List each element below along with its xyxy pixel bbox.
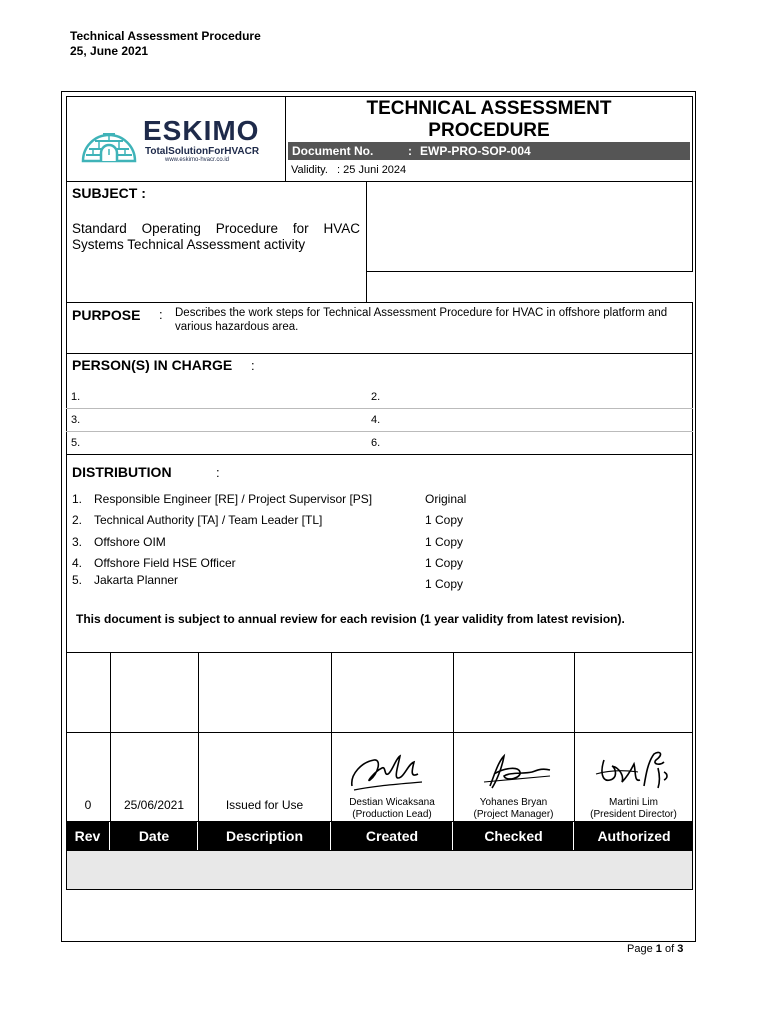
- rev-value: 0: [84, 798, 92, 812]
- persons-cell: [66, 353, 693, 455]
- title-cell: [285, 96, 693, 182]
- created-name: Destian Wicaksana: [349, 797, 435, 808]
- created-signature: [348, 752, 426, 794]
- distribution-item-number: 4.: [72, 556, 83, 570]
- persons-divider: [66, 408, 693, 409]
- description-value: Issued for Use: [225, 798, 304, 812]
- column-divider: [198, 652, 199, 850]
- header-rev: Rev: [66, 822, 109, 850]
- page-prefix: Page: [627, 943, 653, 955]
- doc-number-sep: :: [408, 144, 412, 158]
- distribution-item-copy: 1 Copy: [425, 577, 464, 591]
- persons-sep: :: [251, 358, 255, 373]
- distribution-item-name: Offshore Field HSE Officer: [94, 556, 236, 570]
- subject-right-cell: [366, 181, 693, 272]
- header-created: Created: [332, 822, 452, 850]
- distribution-item-number: 1.: [72, 492, 83, 506]
- distribution-item-number: 5.: [72, 573, 83, 587]
- distribution-item-name: Jakarta Planner: [94, 573, 179, 587]
- distribution-item-name: Technical Authority [TA] / Team Leader [TL]: [94, 513, 323, 527]
- person-5: 5.: [71, 437, 81, 449]
- distribution-label: DISTRIBUTION: [72, 464, 172, 480]
- grey-row: [66, 850, 693, 890]
- person-2: 2.: [371, 391, 381, 403]
- doc-title-line2: PROCEDURE: [428, 120, 550, 141]
- distribution-item-copy: 1 Copy: [425, 513, 464, 527]
- page-total: 3: [677, 943, 684, 955]
- review-note: This document is subject to annual review for each revision (1 year validity from latest revision).: [76, 612, 625, 626]
- person-6: 6.: [371, 437, 381, 449]
- doc-number-bar: [288, 142, 690, 160]
- header-checked: Checked: [454, 822, 573, 850]
- distribution-item-copy: 1 Copy: [425, 556, 464, 570]
- distribution-item-copy: Original: [425, 492, 467, 506]
- distribution-item-name: Responsible Engineer [RE] / Project Supervisor [PS]: [94, 492, 373, 506]
- authorized-name: Martini Lim: [609, 797, 658, 808]
- revision-blank-row: [66, 652, 693, 733]
- distribution-item-name: Offshore OIM: [94, 535, 166, 549]
- subject-text: Standard Operating Procedure for HVAC Systems Technical Assessment activity: [72, 221, 360, 252]
- distribution-item-number: 3.: [72, 535, 83, 549]
- created-role: (Production Lead): [352, 809, 432, 820]
- page-current: 1: [655, 943, 662, 955]
- checked-role: (Project Manager): [473, 809, 554, 820]
- page-of: of: [664, 943, 675, 955]
- checked-name: Yohanes Bryan: [479, 797, 548, 808]
- distribution-item-number: 2.: [72, 513, 83, 527]
- logo-website: www.eskimo-hvacr.co.id: [165, 157, 230, 163]
- distribution-sep: :: [216, 465, 220, 480]
- subject-label: SUBJECT :: [72, 185, 146, 201]
- date-value: 25/06/2021: [123, 798, 185, 812]
- persons-divider: [66, 431, 693, 432]
- distribution-item-copy: 1 Copy: [425, 535, 464, 549]
- authorized-role: (President Director): [590, 809, 677, 820]
- doc-title-line1: TECHNICAL ASSESSMENT: [366, 98, 612, 119]
- purpose-text: Describes the work steps for Technical Assessment Procedure for HVAC in offshore platform and various hazardous area.: [175, 307, 668, 333]
- authorized-signature: [594, 746, 678, 794]
- purpose-cell: [66, 302, 693, 354]
- person-4: 4.: [371, 414, 381, 426]
- person-3: 3.: [71, 414, 81, 426]
- person-1: 1.: [71, 391, 81, 403]
- purpose-sep: :: [159, 307, 163, 322]
- logo-cell: [66, 96, 286, 182]
- doc-number-value: EWP-PRO-SOP-004: [420, 144, 531, 158]
- header-authorized: Authorized: [575, 822, 693, 850]
- doc-number-label: Document No.: [292, 144, 374, 158]
- logo-tagline: TotalSolutionForHVACR: [145, 146, 260, 157]
- subject-cell: [66, 181, 367, 303]
- header-description: Description: [199, 822, 330, 850]
- distribution-cell: [66, 454, 693, 653]
- header-date: Date: [111, 822, 197, 850]
- page-header-title: Technical Assessment Procedure: [70, 29, 261, 43]
- persons-label: PERSON(S) IN CHARGE: [72, 357, 233, 373]
- page-number: [627, 943, 683, 955]
- igloo-icon: [79, 115, 139, 165]
- column-divider: [110, 652, 111, 850]
- logo-brand: ESKIMO: [143, 115, 260, 146]
- checked-signature: [480, 752, 558, 792]
- page-header-date: 25, June 2021: [70, 44, 149, 58]
- validity: Validity. : 25 Juni 2024: [291, 164, 407, 176]
- purpose-label: PURPOSE: [72, 307, 141, 323]
